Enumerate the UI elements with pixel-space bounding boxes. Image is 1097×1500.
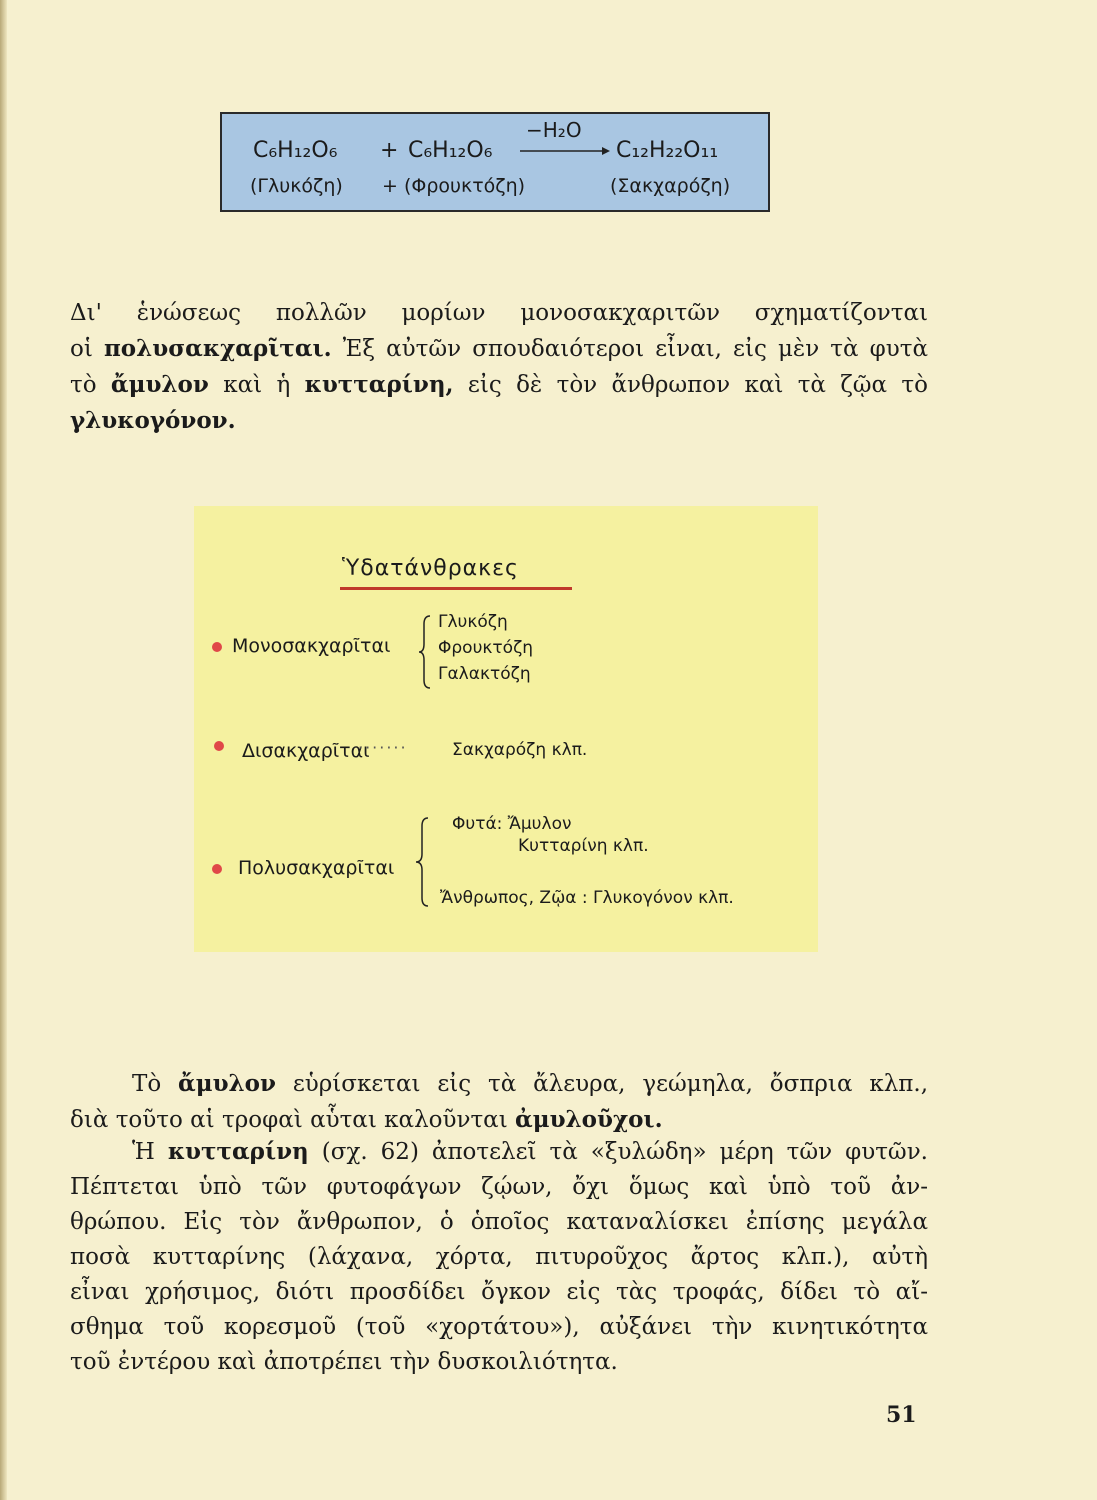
fructose-formula: C₆H₁₂O₆ <box>408 138 493 163</box>
brace-icon <box>418 614 432 690</box>
plants-cellulose: Κυτταρίνη κλπ. <box>518 836 649 856</box>
mono-item: Φρουκτόζη <box>438 638 534 658</box>
mono-item: Γλυκόζη <box>438 612 508 632</box>
text-line: τοῦ ἐντέρου καὶ ἀποτρέπει τὴν δυσκοιλιότητα. <box>70 1349 618 1375</box>
glucose-formula: C₆H₁₂O₆ <box>253 138 338 163</box>
term-cellulose: κυτταρίνη, <box>304 371 454 398</box>
text-line: εἶναι χρήσιμος, διότι προσδίδει ὄγκον εἰς τὰς τροφάς, δίδει τὸ αἴ- <box>70 1279 928 1305</box>
bullet-icon <box>212 864 222 874</box>
disaccharides-label: Δισακχαρῖται <box>242 740 370 762</box>
text-line: Ἡ κυτταρίνη (σχ. 62) ἀποτελεῖ τὰ «ξυλώδη» μέρη τῶν φυτῶν. <box>132 1138 928 1165</box>
title-underline <box>340 587 572 590</box>
bullet-icon <box>212 642 222 652</box>
sucrose-name: (Σακχαρόζη) <box>610 175 731 197</box>
glucose-name: (Γλυκόζη) <box>250 175 343 197</box>
page-number: 51 <box>886 1402 917 1428</box>
bullet-icon <box>214 741 224 751</box>
text-line: ποσὰ κυτταρίνης (λάχανα, χόρτα, πιτυροῦχος ἄρτος κλπ.), αὐτὴ <box>70 1244 928 1270</box>
reaction-arrow-icon <box>520 144 610 158</box>
term-polysaccharides: πολυσακχαρῖται. <box>103 335 332 362</box>
disaccharide-item: Σακχαρόζη κλπ. <box>452 740 588 760</box>
sucrose-formula: C₁₂H₂₂O₁₁ <box>616 138 719 163</box>
polysaccharides-label: Πολυσακχαρῖται <box>238 857 395 879</box>
paragraph-starch <box>70 1066 928 1138</box>
text-line <box>70 403 928 439</box>
reaction-condition: −H₂O <box>526 118 582 142</box>
term-glycogen: γλυκογόνον. <box>70 407 236 434</box>
plus-sign: + <box>380 138 399 163</box>
paragraph-polysaccharides <box>70 296 928 439</box>
mono-item: Γαλακτόζη <box>438 664 531 684</box>
humans-glycogen: Ἄνθρωπος, Ζῷα : Γλυκογόνον κλπ. <box>440 888 734 908</box>
text-line: Πέπτεται ὑπὸ τῶν φυτοφάγων ζῴων, ὄχι ὅμως καὶ ὑπὸ τοῦ ἀν- <box>70 1174 928 1200</box>
term-starch: ἄμυλον <box>178 1070 276 1097</box>
text-line: τὸ ἄμυλον καὶ ἡ κυτταρίνη, εἰς δὲ τὸν ἄνθρωπον καὶ τὰ ζῷα τὸ <box>70 371 928 398</box>
paragraph-cellulose <box>70 1134 928 1380</box>
text-line: σθημα τοῦ κορεσμοῦ (τοῦ «χορτάτου»), αὐξάνει τὴν κινητικότητα <box>70 1314 928 1340</box>
leader-dots: ······· <box>358 738 408 757</box>
text-line: Δι' ἑνώσεως πολλῶν μορίων μονοσακχαριτῶν σχηματίζονται <box>70 300 928 326</box>
term-starch: ἄμυλον <box>110 371 209 398</box>
monosaccharides-label: Μονοσακχαρῖται <box>232 635 391 657</box>
text-line: διὰ τοῦτο αἱ τροφαὶ αὗται καλοῦνται ἀμυλοῦχοι. <box>70 1106 663 1133</box>
term-starchy: ἀμυλοῦχοι. <box>515 1106 663 1133</box>
panel-title: Ὑδατάνθρακες <box>342 556 519 581</box>
plus-sign-2: + <box>382 175 398 197</box>
text-line: οἱ πολυσακχαρῖται. Ἐξ αὐτῶν σπουδαιότεροι εἶναι, εἰς μὲν τὰ φυτὰ <box>70 335 928 362</box>
brace-icon <box>414 816 432 908</box>
text-line: θρώπου. Εἰς τὸν ἄνθρωπον, ὁ ὁποῖος καταναλίσκει ἐπίσης μεγάλα <box>70 1209 928 1235</box>
fructose-name: (Φρουκτόζη) <box>404 175 526 197</box>
text-line: Τὸ ἄμυλον εὑρίσκεται εἰς τὰ ἄλευρα, γεώμηλα, ὄσπρια κλπ., <box>132 1070 929 1097</box>
page-spine-edge <box>0 0 7 1500</box>
plants-starch: Φυτά: Ἄμυλον <box>452 814 572 834</box>
term-cellulose: κυτταρίνη <box>167 1138 309 1165</box>
